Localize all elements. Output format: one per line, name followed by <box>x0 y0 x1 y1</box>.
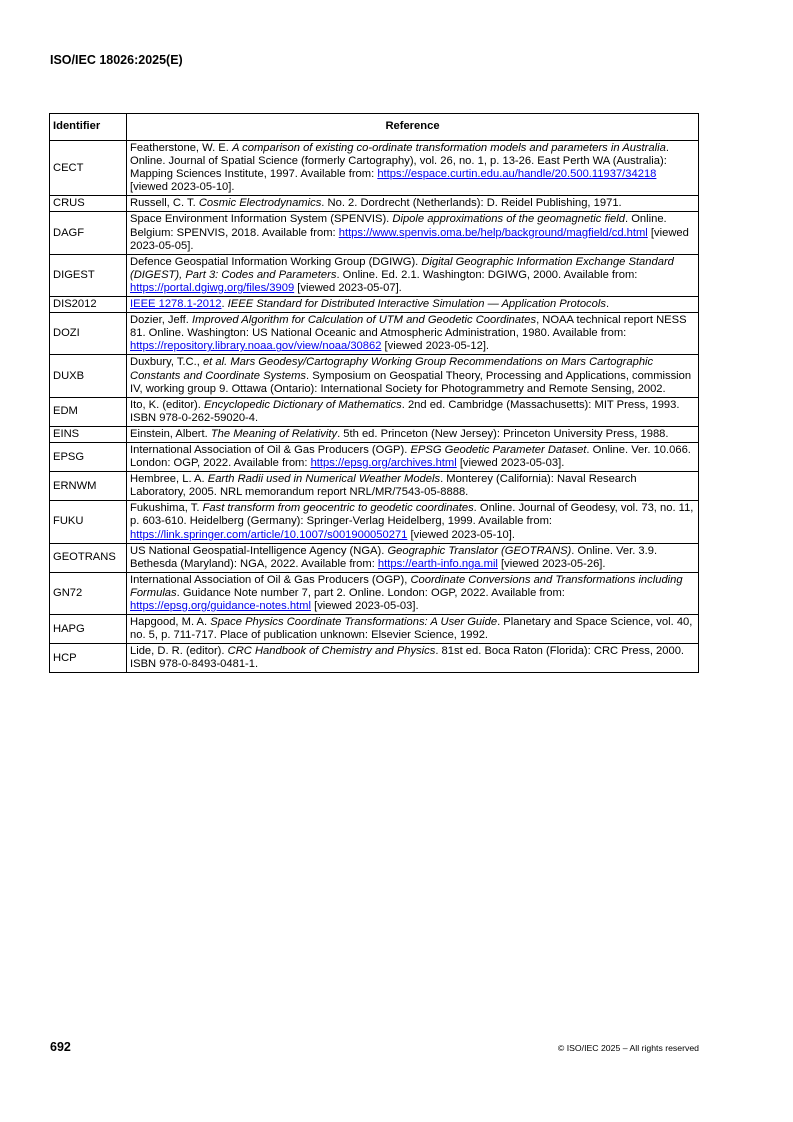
reference-cell <box>127 501 699 543</box>
reference-text: [viewed 2023-05-26]. <box>497 557 606 570</box>
reference-text: . Guidance Note number 7, part 2. Online. London: OGP, 2022. Available from: <box>176 586 565 599</box>
reference-link[interactable]: IEEE 1278.1-2012 <box>130 298 222 311</box>
identifier-cell: HCP <box>50 644 127 673</box>
reference-text: [viewed 2023-05-10]. <box>130 181 235 194</box>
column-header-identifier: Identifier <box>50 114 127 141</box>
identifier-cell: EINS <box>50 426 127 442</box>
reference-text: Defence Geospatial Information Working Group (DGIWG). <box>130 255 422 268</box>
table-row <box>50 212 699 254</box>
table-row <box>50 254 699 296</box>
reference-text: Space Environment Information System (SPENVIS). <box>130 213 393 226</box>
reference-cell <box>127 141 699 196</box>
reference-title: Improved Algorithm for Calculation of UTM and Geodetic Coordinates <box>191 314 537 327</box>
document-id-header: ISO/IEC 18026:2025(E) <box>50 53 183 67</box>
table-row <box>50 644 699 673</box>
reference-link[interactable]: https://earth-info.nga.mil <box>377 557 498 570</box>
reference-text: . 2nd ed. Cambridge (Massachusetts): MIT Press, 1993. ISBN 978-0-262-59020-4. <box>130 398 680 424</box>
reference-cell <box>127 442 699 471</box>
table-row <box>50 615 699 644</box>
reference-title: et al. Mars Geodesy/Cartography Working Group Recommendations on Mars Cartographic Constants and Coordinate Systems <box>130 356 654 382</box>
reference-title: IEEE Standard for Distributed Interactive Simulation — Application Protocols <box>227 298 606 311</box>
reference-cell <box>127 297 699 313</box>
reference-cell <box>127 543 699 572</box>
reference-text: [viewed 2023-05-03]. <box>456 457 565 470</box>
reference-cell <box>127 397 699 426</box>
table-row <box>50 355 699 397</box>
reference-cell <box>127 212 699 254</box>
identifier-cell: FUKU <box>50 501 127 543</box>
reference-title: Dipole approximations of the geomagnetic field <box>392 213 625 226</box>
copyright-notice: © ISO/IEC 2025 – All rights reserved <box>557 1043 699 1053</box>
identifier-cell: CRUS <box>50 196 127 212</box>
reference-cell <box>127 644 699 673</box>
reference-text: Duxbury, T.C., <box>130 356 203 369</box>
reference-text: . Monterey (California): Naval Research Laboratory, 2005. NRL memorandum report NRL/MR/7543-05-8888. <box>130 473 637 499</box>
reference-text: [viewed 2023-05-12]. <box>381 340 490 353</box>
reference-text: [viewed 2023-05-05]. <box>130 226 689 252</box>
reference-link[interactable]: https://link.springer.com/article/10.1007/s001900050271 <box>130 528 408 541</box>
reference-title: Geographic Translator (GEOTRANS) <box>387 544 572 557</box>
table-row <box>50 572 699 614</box>
reference-title: Space Physics Coordinate Transformations: A User Guide <box>210 616 498 629</box>
reference-text: Einstein, Albert. <box>130 427 211 440</box>
reference-text: , NOAA technical report NESS 81. Online. Washington: US National Oceanic and Atmospheric Administration, 1980. Available from: <box>130 314 687 340</box>
reference-text: . Online. Ver. 10.066. London: OGP, 2022. Available from: <box>130 443 691 470</box>
references-table <box>49 113 699 673</box>
reference-cell <box>127 355 699 397</box>
reference-cell <box>127 426 699 442</box>
reference-title: A comparison of existing co-ordinate transformation models and parameters in Australia <box>231 142 666 154</box>
table-row <box>50 196 699 212</box>
reference-title: Earth Radii used in Numerical Weather Models <box>207 473 441 486</box>
reference-cell <box>127 254 699 296</box>
identifier-cell: CECT <box>50 141 127 196</box>
reference-text: . Planetary and Space Science, vol. 40, no. 5, p. 711-717. Place of publication unknown: Elsevier Science, 1992. <box>130 616 693 642</box>
reference-title: EPSG Geodetic Parameter Dataset <box>410 443 587 456</box>
reference-text: . No. 2. Dordrecht (Netherlands): D. Reidel Publishing, 1971. <box>321 197 622 210</box>
reference-cell <box>127 572 699 614</box>
reference-text: Featherstone, W. E. <box>130 142 232 154</box>
identifier-cell: EPSG <box>50 442 127 471</box>
reference-title: CRC Handbook of Chemistry and Physics <box>227 645 436 658</box>
reference-cell <box>127 313 699 355</box>
reference-title: Fast transform from geocentric to geodetic coordinates <box>202 502 474 515</box>
identifier-cell: ERNWM <box>50 472 127 501</box>
reference-title: The Meaning of Relativity <box>210 427 338 440</box>
table-row <box>50 501 699 543</box>
reference-text: Russell, C. T. <box>130 197 199 210</box>
reference-text: Hembree, L. A. <box>130 473 208 486</box>
page-number: 692 <box>50 1040 71 1054</box>
reference-title: Coordinate Conversions and Transformations including Formulas <box>130 573 683 599</box>
references-table-body <box>50 141 699 673</box>
reference-text: . Online. Ed. 2.1. Washington: DGIWG, 2000. Available from: <box>336 268 638 281</box>
table-row <box>50 426 699 442</box>
reference-text: [viewed 2023-05-03]. <box>310 600 419 612</box>
reference-title: Cosmic Electrodynamics <box>198 197 322 210</box>
reference-text: . <box>605 298 610 311</box>
identifier-cell: DIGEST <box>50 254 127 296</box>
table-header-row <box>50 114 699 141</box>
identifier-cell: GEOTRANS <box>50 543 127 572</box>
reference-link[interactable]: https://www.spenvis.oma.be/help/background/magfield/cd.html <box>338 226 648 239</box>
reference-text: Hapgood, M. A. <box>130 616 211 629</box>
identifier-cell: DOZI <box>50 313 127 355</box>
table-row <box>50 313 699 355</box>
reference-link[interactable]: https://repository.library.noaa.gov/view/noaa/30862 <box>130 340 382 353</box>
reference-cell <box>127 196 699 212</box>
reference-cell <box>127 472 699 501</box>
reference-text: . Online. Journal of Geodesy, vol. 73, no. 11, p. 603-610. Heidelberg (Germany): Springer-Verlag Heidelberg, 1999. Available from: <box>130 502 694 528</box>
identifier-cell: EDM <box>50 397 127 426</box>
reference-text: Fukushima, T. <box>130 502 203 515</box>
reference-text: Lide, D. R. (editor). <box>130 645 228 658</box>
reference-text: [viewed 2023-05-07]. <box>294 281 402 294</box>
reference-title: Encyclopedic Dictionary of Mathematics <box>204 398 402 411</box>
reference-text: . <box>221 298 228 311</box>
reference-text: . Online. Ver. 3.9. Bethesda (Maryland): NGA, 2022. Available from: <box>130 544 658 570</box>
identifier-cell: DAGF <box>50 212 127 254</box>
reference-text: [viewed 2023-05-10]. <box>407 528 515 541</box>
reference-text: . Online. Journal of Spatial Science (formerly Cartography), vol. 26, no. 1, p. 13-26. East Perth WA (Australia): Mapping Sciences Institute, 1997. Available from: <box>130 142 669 181</box>
table-row <box>50 543 699 572</box>
reference-link[interactable]: https://epsg.org/archives.html <box>310 457 457 470</box>
reference-text: . 5th ed. Princeton (New Jersey): Princeton University Press, 1988. <box>337 427 669 440</box>
reference-text: Dozier, Jeff. <box>130 314 192 327</box>
reference-text: International Association of Oil & Gas Producers (OGP). <box>130 443 411 456</box>
reference-title: Digital Geographic Information Exchange Standard (DIGEST), Part 3: Codes and Parameters <box>130 255 674 281</box>
table-row <box>50 141 699 196</box>
reference-text: . Symposium on Geospatial Theory, Processing and Applications, commission IV, working group 9. Ottawa (Ontario): International Society for Photogrammetry and Remote Sensing, 2002. <box>130 369 692 395</box>
reference-text: . Online. Belgium: SPENVIS, 2018. Available from: <box>130 213 667 239</box>
identifier-cell: GN72 <box>50 572 127 614</box>
table-row <box>50 472 699 501</box>
reference-link[interactable]: https://epsg.org/guidance-notes.html <box>130 600 311 612</box>
identifier-cell: DIS2012 <box>50 297 127 313</box>
reference-text: Ito, K. (editor). <box>130 398 204 411</box>
reference-text: . 81st ed. Boca Raton (Florida): CRC Press, 2000. ISBN 978-0-8493-0481-1. <box>130 645 685 671</box>
table-row <box>50 397 699 426</box>
column-header-reference: Reference <box>127 114 699 141</box>
table-row <box>50 297 699 313</box>
table-row <box>50 442 699 471</box>
reference-link[interactable]: https://espace.curtin.edu.au/handle/20.500.11937/34218 <box>377 168 657 181</box>
reference-cell <box>127 615 699 644</box>
identifier-cell: HAPG <box>50 615 127 644</box>
reference-link[interactable]: https://portal.dgiwg.org/files/3909 <box>130 281 295 294</box>
reference-text: US National Geospatial-Intelligence Agency (NGA). <box>130 544 388 557</box>
identifier-cell: DUXB <box>50 355 127 397</box>
reference-text: International Association of Oil & Gas Producers (OGP), <box>130 573 411 586</box>
